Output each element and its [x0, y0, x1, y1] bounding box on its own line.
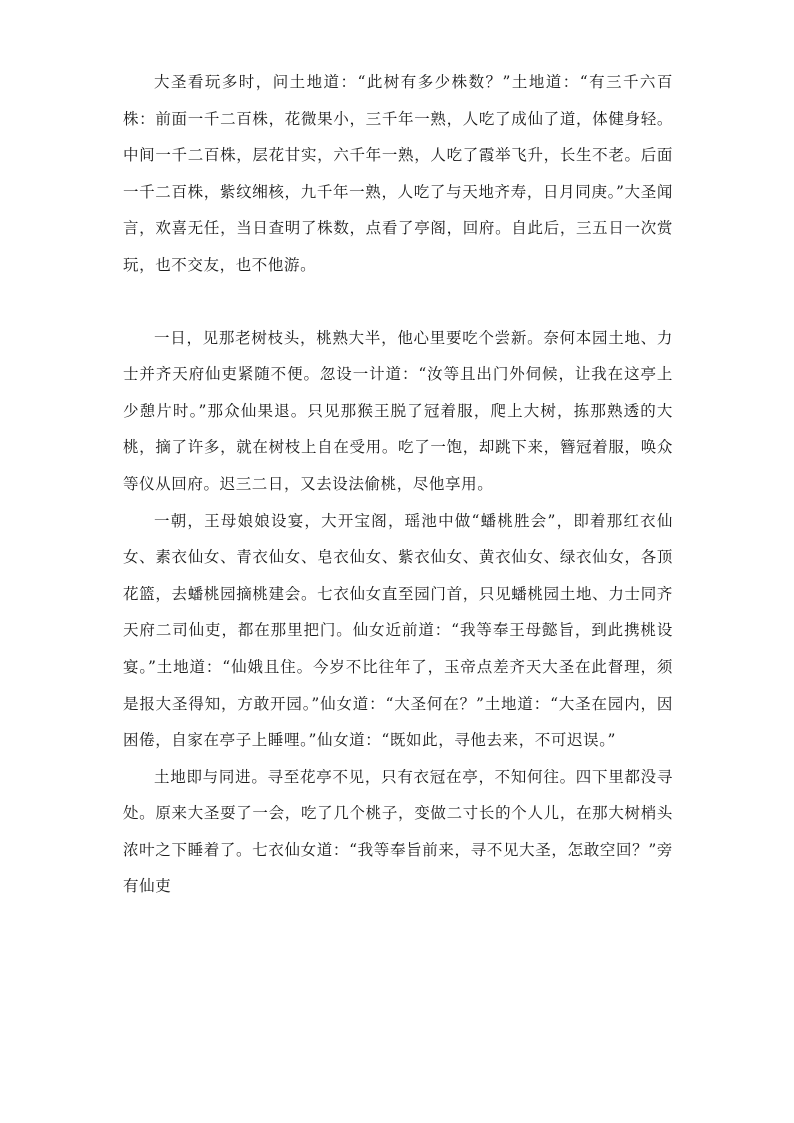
document-page	[123, 64, 673, 905]
paragraph-spacer	[123, 284, 673, 320]
paragraph-2: 一日，见那老树枝头，桃熟大半，他心里要吃个尝新。奈何本园土地、力士并齐天府仙吏紧随不便。忽设一计道：“汝等且出门外伺候，让我在这亭上少憩片时。”那众仙果退。只见那猴王脱了冠着服，爬上大树，拣那熟透的大桃，摘了许多，就在树枝上自在受用。吃了一饱，却跳下来，簪冠着服，唤众等仪从回府。迟三二日，又去设法偷桃，尽他享用。	[123, 328, 673, 493]
paragraph-4: 土地即与同进。寻至花亭不见，只有衣冠在亭，不知何往。四下里都没寻处。原来大圣耍了一会，吃了几个桃子，变做二寸长的个人儿，在那大树梢头浓叶之下睡着了。七衣仙女道：“我等奉旨前来，寻不见大圣，怎敢空回？”旁有仙吏	[123, 767, 673, 896]
paragraph-3: 一朝，王母娘娘设宴，大开宝阁，瑶池中做“蟠桃胜会”，即着那红衣仙女、素衣仙女、青衣仙女、皂衣仙女、紫衣仙女、黄衣仙女、绿衣仙女，各顶花篮，去蟠桃园摘桃建会。七衣仙女直至园门首，只见蟠桃园土地、力士同齐天府二司仙吏，都在那里把门。仙女近前道：“我等奉王母懿旨，到此携桃设宴。”土地道：“仙娥且住。今岁不比往年了，玉帝点差齐天大圣在此督理，须是报大圣得知，方敢开园。”仙女道：“大圣何在？”土地道：“大圣在园内，因困倦，自家在亭子上睡哩。”仙女道：“既如此，寻他去来，不可迟误。”	[123, 511, 673, 750]
paragraph-1: 大圣看玩多时，问土地道：“此树有多少株数？”土地道：“有三千六百株：前面一千二百株，花微果小，三千年一熟，人吃了成仙了道，体健身轻。中间一千二百株，层花甘实，六千年一熟，人吃了霞举飞升，长生不老。后面一千二百株，紫纹缃核，九千年一熟，人吃了与天地齐寿，日月同庚。”大圣闻言，欢喜无任，当日查明了株数，点看了亭阁，回府。自此后，三五日一次赏玩，也不交友，也不他游。	[123, 73, 673, 274]
